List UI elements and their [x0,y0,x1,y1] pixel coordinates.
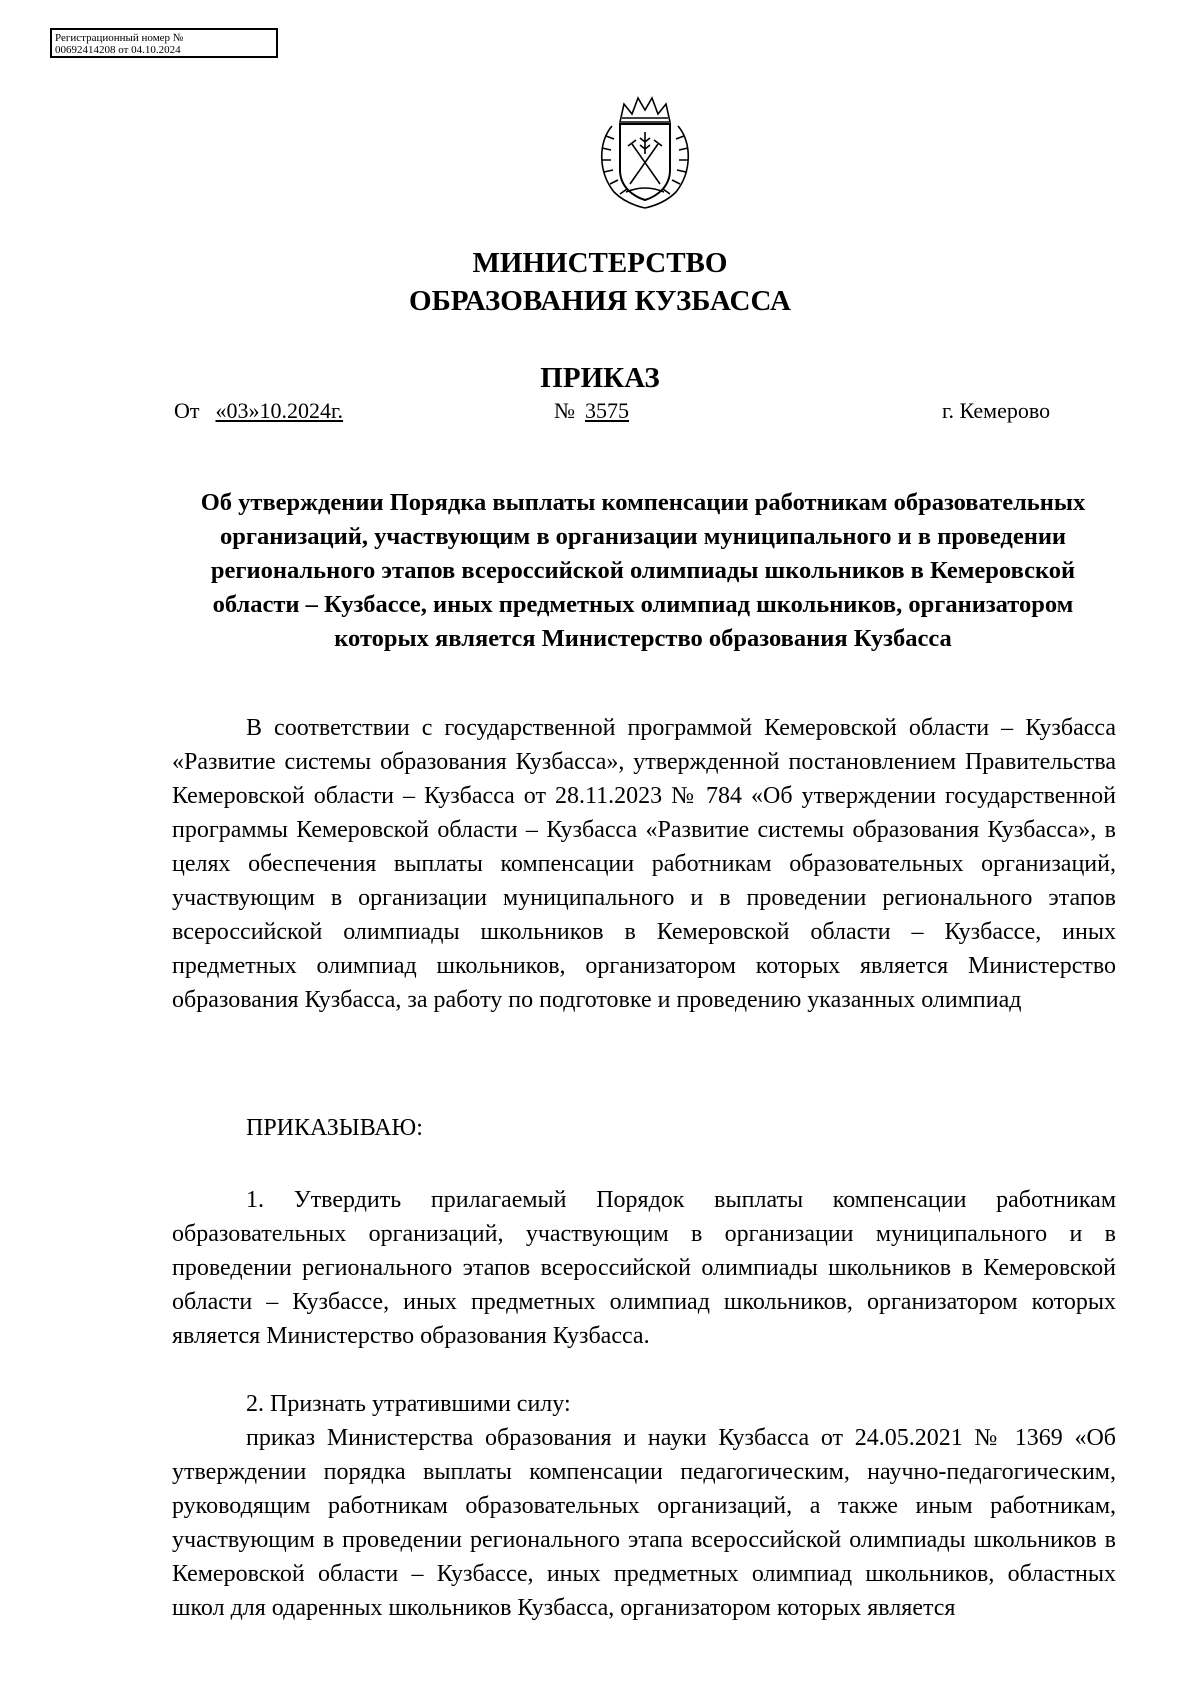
registration-number: 00692414208 от 04.10.2024 [55,44,181,56]
order-subject-title: Об утверждении Порядка выплаты компенсации работникам образовательных организаций, участвующим в организации муниципального и в проведении регионального этапов всероссийской олимпиады школьников в Кемеровской области – Кузбассе, иных предметных олимпиад школьников, организатором которых является Министерство образования Кузбасса [200,489,1086,652]
order-number: 3575 [585,398,629,423]
registration-label: Регистрационный номер № [55,32,184,44]
order-date: «03»10.2024г. [215,398,344,423]
document-type-title: ПРИКАЗ [540,362,660,394]
order-item-1: 1. Утвердить прилагаемый Порядок выплаты компенсации работникам образовательных организаций, участвующим в организации муниципального и в проведении регионального этапов всероссийской олимпиады школьников в Кемеровской области – Кузбассе, иных предметных олимпиад школьников, организатором которых является Министерство образования Кузбасса. [172,1187,1116,1349]
number-label: № [554,398,575,423]
order-item-2: 2. Признать утратившими силу: [246,1391,571,1417]
registration-stamp [50,28,278,58]
order-word: ПРИКАЗЫВАЮ: [246,1115,423,1141]
order-number-field [554,396,629,426]
order-city: г. Кемерово [942,398,1051,423]
order-date-field [174,396,343,426]
from-label: От [174,398,200,423]
ministry-name-line1: МИНИСТЕРСТВО [472,247,728,279]
order-details-line [0,396,1200,426]
ministry-name-line2: ОБРАЗОВАНИЯ КУЗБАССА [409,285,791,317]
preamble-paragraph: В соответствии с государственной программой Кемеровской области – Кузбасса «Развитие системы образования Кузбасса», утвержденной постановлением Правительства Кемеровской области – Кузбасса от 28.11.2023 № 784 «Об утверждении государственной программы Кемеровской области – Кузбасса «Развитие системы образования Кузбасса», в целях обеспечения выплаты компенсации работникам образовательных организаций, участвующим в организации муниципального и в проведении регионального этапов всероссийской олимпиады школьников в Кемеровской области – Кузбассе, иных предметных олимпиад школьников, организатором которых является Министерство образования Кузбасса, за работу по подготовке и проведению указанных олимпиад [172,715,1116,1013]
order-item-2-sub: приказ Министерства образования и науки Кузбасса от 24.05.2021 № 1369 «Об утверждении порядка выплаты компенсации педагогическим, научно-педагогическим, руководящим работникам образовательных организаций, а также иным работникам, участвующим в проведении регионального этапа всероссийской олимпиады школьников в Кемеровской области – Кузбассе, иных предметных олимпиад школьников, областных школ для одаренных школьников Кузбасса, организатором которых является [172,1425,1116,1621]
kuzbass-coat-of-arms-icon [590,92,700,212]
ministry-name [0,244,1200,320]
